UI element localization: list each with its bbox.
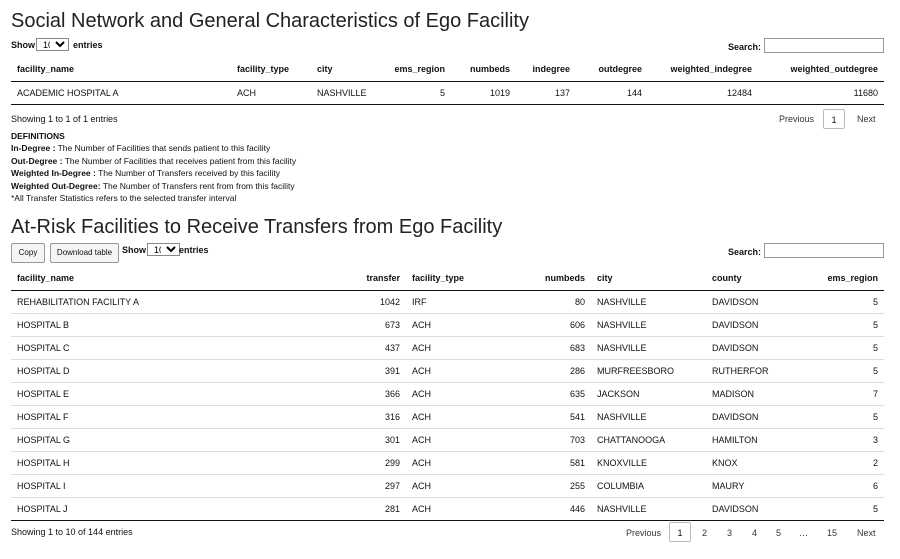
table-cell: HOSPITAL H <box>11 452 191 475</box>
table-cell: DAVIDSON <box>706 337 801 360</box>
table-row <box>11 429 884 452</box>
table-cell: 446 <box>476 498 591 521</box>
column-header-county[interactable]: county <box>706 266 801 291</box>
search-label: Search: <box>728 42 762 52</box>
table-cell: HAMILTON <box>706 429 801 452</box>
column-header-outdegree[interactable]: outdegree <box>576 57 648 82</box>
column-header-facility-type[interactable]: facility_type <box>231 57 311 82</box>
column-header-weighted-indegree[interactable]: weighted_indegree <box>648 57 758 82</box>
table-cell: 366 <box>191 383 406 406</box>
table-cell: 703 <box>476 429 591 452</box>
table-cell: ACH <box>406 406 476 429</box>
definition-text: The Number of Facilities that sends patient to this facility <box>55 143 271 153</box>
table-cell: 281 <box>191 498 406 521</box>
download-table-button[interactable]: Download table <box>50 243 119 263</box>
table-cell: JACKSON <box>591 383 706 406</box>
page-3-button[interactable]: 3 <box>727 528 733 538</box>
page-4-button[interactable]: 4 <box>752 528 758 538</box>
table-cell: 137 <box>516 82 576 105</box>
entries-length-select[interactable] <box>147 243 180 256</box>
section1-title: Social Network and General Characteristics of Ego Facility <box>11 10 529 32</box>
table-cell: NASHVILLE <box>591 291 706 314</box>
table-cell: ACH <box>406 498 476 521</box>
table-cell: 297 <box>191 475 406 498</box>
table-cell: 7 <box>801 383 884 406</box>
column-header-city[interactable]: city <box>311 57 381 82</box>
table-cell: MADISON <box>706 383 801 406</box>
table-cell: 3 <box>801 429 884 452</box>
definition-term: In-Degree : <box>11 143 56 153</box>
definition-term: Out-Degree : <box>11 155 63 166</box>
section2-title: At-Risk Facilities to Receive Transfers from Ego Facility <box>11 216 503 238</box>
table-cell: KNOX <box>706 452 801 475</box>
table-cell: HOSPITAL D <box>11 360 191 383</box>
table-cell: 80 <box>476 291 591 314</box>
table-cell: IRF <box>406 291 476 314</box>
table-cell: ACH <box>406 452 476 475</box>
table-cell: 5 <box>801 498 884 521</box>
table-cell: NASHVILLE <box>591 337 706 360</box>
table-cell: 5 <box>801 406 884 429</box>
next-button[interactable]: Next <box>857 528 876 538</box>
search-input[interactable] <box>764 38 884 53</box>
table-cell: 673 <box>191 314 406 337</box>
table-cell: 5 <box>801 337 884 360</box>
table-row <box>11 383 884 406</box>
definition-text: The Number of Transfers received by this facility <box>95 168 280 178</box>
table-cell: 635 <box>476 383 591 406</box>
page-2-button[interactable]: 2 <box>702 528 708 538</box>
table-cell: 5 <box>801 360 884 383</box>
column-header-facility-name[interactable]: facility_name <box>11 266 191 291</box>
table-cell: 541 <box>476 406 591 429</box>
table-info: Showing 1 to 10 of 144 entries <box>11 527 133 537</box>
table-cell: 437 <box>191 337 406 360</box>
table-cell: 1042 <box>191 291 406 314</box>
table-cell: HOSPITAL G <box>11 429 191 452</box>
column-header-city[interactable]: city <box>591 266 706 291</box>
definition-item <box>11 168 280 178</box>
table-cell: 5 <box>801 291 884 314</box>
table-row <box>11 291 884 314</box>
column-header-ems-region[interactable]: ems_region <box>381 57 451 82</box>
table-cell: 683 <box>476 337 591 360</box>
table-cell: 144 <box>576 82 648 105</box>
table-cell: REHABILITATION FACILITY A <box>11 291 191 314</box>
table-cell: HOSPITAL F <box>11 406 191 429</box>
table-cell: ACH <box>406 475 476 498</box>
table-cell: 286 <box>476 360 591 383</box>
table-cell: NASHVILLE <box>591 498 706 521</box>
previous-button[interactable]: Previous <box>626 528 662 538</box>
table-cell: 6 <box>801 475 884 498</box>
table-cell: HOSPITAL I <box>11 475 191 498</box>
table-cell: 5 <box>801 314 884 337</box>
table-row <box>11 452 884 475</box>
column-header-numbeds[interactable]: numbeds <box>476 266 591 291</box>
table-cell: RUTHERFOR <box>706 360 801 383</box>
table-row <box>11 498 884 521</box>
show-label: Show <box>11 40 35 50</box>
table-cell: HOSPITAL J <box>11 498 191 521</box>
definitions-heading: DEFINITIONS <box>11 131 65 141</box>
table-cell: 391 <box>191 360 406 383</box>
table-row <box>11 82 884 105</box>
table-cell: ACADEMIC HOSPITAL A <box>11 82 231 105</box>
table-cell: CHATTANOOGA <box>591 429 706 452</box>
definition-term: Weighted Out-Degree: <box>11 180 101 191</box>
table-cell: DAVIDSON <box>706 498 801 521</box>
definition-item <box>11 181 295 191</box>
definition-item <box>11 143 270 153</box>
definitions-note: *All Transfer Statistics refers to the selected transfer interval <box>11 193 237 203</box>
table-cell: DAVIDSON <box>706 406 801 429</box>
table-cell: ACH <box>406 429 476 452</box>
table-row <box>11 475 884 498</box>
table-cell: KNOXVILLE <box>591 452 706 475</box>
table-row <box>11 337 884 360</box>
table-cell: ACH <box>406 360 476 383</box>
column-header-facility-type[interactable]: facility_type <box>406 266 476 291</box>
table-row <box>11 314 884 337</box>
page-5-button[interactable]: 5 <box>776 528 782 538</box>
table-cell: NASHVILLE <box>311 82 381 105</box>
table-cell: ACH <box>406 314 476 337</box>
pagination-ellipsis: … <box>799 528 808 538</box>
table-cell: ACH <box>406 383 476 406</box>
table-cell: 581 <box>476 452 591 475</box>
definition-text: The Number of Transfers rent from from this facility <box>100 180 295 191</box>
search-input[interactable] <box>764 243 884 258</box>
column-header-numbeds[interactable]: numbeds <box>451 57 516 82</box>
table-cell: HOSPITAL C <box>11 337 191 360</box>
table-cell: HOSPITAL E <box>11 383 191 406</box>
table-cell: 606 <box>476 314 591 337</box>
copy-button[interactable]: Copy <box>11 243 45 263</box>
show-label: Show <box>122 245 146 255</box>
table-cell: MURFREESBORO <box>591 360 706 383</box>
table-cell: DAVIDSON <box>706 314 801 337</box>
column-header-facility-name[interactable]: facility_name <box>11 57 231 82</box>
table-row <box>11 360 884 383</box>
next-button[interactable]: Next <box>857 114 876 124</box>
table-cell: MAURY <box>706 475 801 498</box>
facility-table <box>11 57 884 105</box>
table-cell: 1019 <box>451 82 516 105</box>
column-header-transfer[interactable]: transfer <box>191 266 406 291</box>
table-cell: 5 <box>381 82 451 105</box>
table-cell: NASHVILLE <box>591 406 706 429</box>
page-1-button[interactable]: 1 <box>823 109 845 129</box>
table-info: Showing 1 to 1 of 1 entries <box>11 114 118 124</box>
definition-text: The Number of Facilities that receives patient from this facility <box>62 155 297 166</box>
table-cell: COLUMBIA <box>591 475 706 498</box>
table-cell: 2 <box>801 452 884 475</box>
entries-length-select[interactable] <box>36 38 69 51</box>
definition-term: Weighted In-Degree : <box>11 168 96 178</box>
page-15-button[interactable]: 15 <box>827 528 838 538</box>
table-cell: 299 <box>191 452 406 475</box>
entries-label: entries <box>179 245 209 255</box>
column-header-ems-region[interactable]: ems_region <box>801 266 884 291</box>
entries-label: entries <box>73 40 103 50</box>
table-cell: 11680 <box>758 82 884 105</box>
at-risk-table <box>11 266 884 521</box>
previous-button[interactable]: Previous <box>779 114 815 124</box>
table-cell: 301 <box>191 429 406 452</box>
table-cell: ACH <box>406 337 476 360</box>
table-row <box>11 406 884 429</box>
search-label: Search: <box>728 247 762 257</box>
table-cell: 316 <box>191 406 406 429</box>
column-header-weighted-outdegree[interactable]: weighted_outdegree <box>758 57 884 82</box>
table-cell: NASHVILLE <box>591 314 706 337</box>
definition-item <box>11 156 296 166</box>
table-cell: DAVIDSON <box>706 291 801 314</box>
table-cell: HOSPITAL B <box>11 314 191 337</box>
table-cell: ACH <box>231 82 311 105</box>
table-cell: 255 <box>476 475 591 498</box>
page-1-button[interactable]: 1 <box>669 522 691 542</box>
column-header-indegree[interactable]: indegree <box>516 57 576 82</box>
table-cell: 12484 <box>648 82 758 105</box>
